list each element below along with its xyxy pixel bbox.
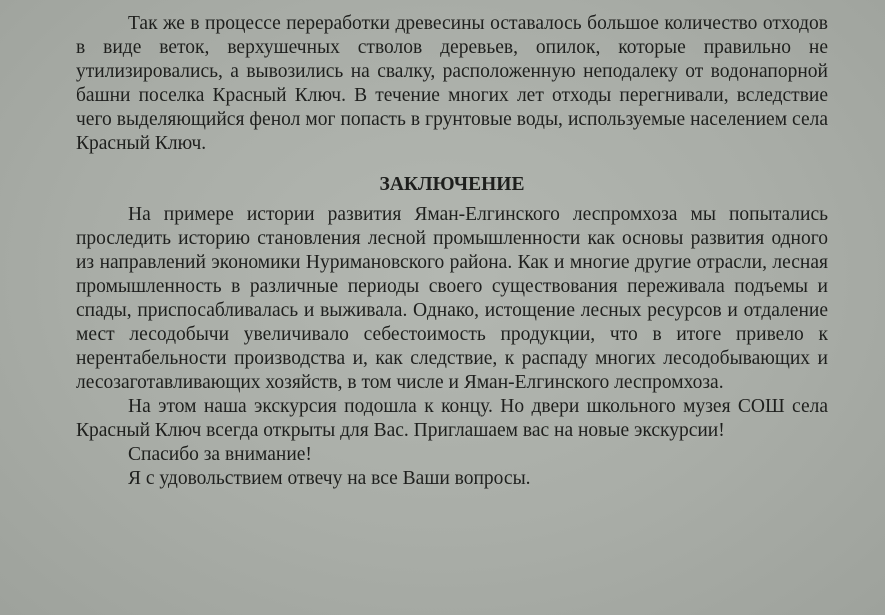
line-questions: Я с удовольствием отвечу на все Ваши вопросы. bbox=[128, 468, 531, 489]
document-page bbox=[76, 12, 828, 491]
paragraph-excursion-end: На этом наша экскурсия подошла к концу. Но двери школьного музея СОШ села Красный Ключ всегда открыты для Вас. Приглашаем вас на новые экскурсии! bbox=[76, 396, 828, 441]
paragraph-conclusion: На примере истории развития Яман-Елгинского леспромхоза мы попытались проследить историю становления лесной промышленности как основы развития одного из направлений экономики Нуримановского района. Как и многие другие отрасли, лесная промышленность в различные периоды своего существования переживала подъемы и спады, приспосабливалась и выживала. Однако, истощение лесных ресурсов и отдаление мест лесодобычи увеличивало себестоимость продукции, что в итоге привело к нерентабельности производства и, как следствие, к распаду многих лесодобывающих и лесозаготавливающих хозяйств, в том числе и Яман-Елгинского леспромхоза. bbox=[76, 204, 828, 393]
section-heading-conclusion: ЗАКЛЮЧЕНИЕ bbox=[379, 174, 525, 195]
paragraph-waste: Так же в процессе переработки древесины оставалось большое количество отходов в виде веток, верхушечных стволов деревьев, опилок, которые правильно не утилизировались, а вывозились на свалку, расположенную неподалеку от водонапорной башни поселка Красный Ключ. В течение многих лет отходы перегнивали, вследствие чего выделяющийся фенол мог попасть в грунтовые воды, используемые населением села Красный Ключ. bbox=[76, 13, 828, 154]
line-thanks: Спасибо за внимание! bbox=[128, 444, 312, 465]
